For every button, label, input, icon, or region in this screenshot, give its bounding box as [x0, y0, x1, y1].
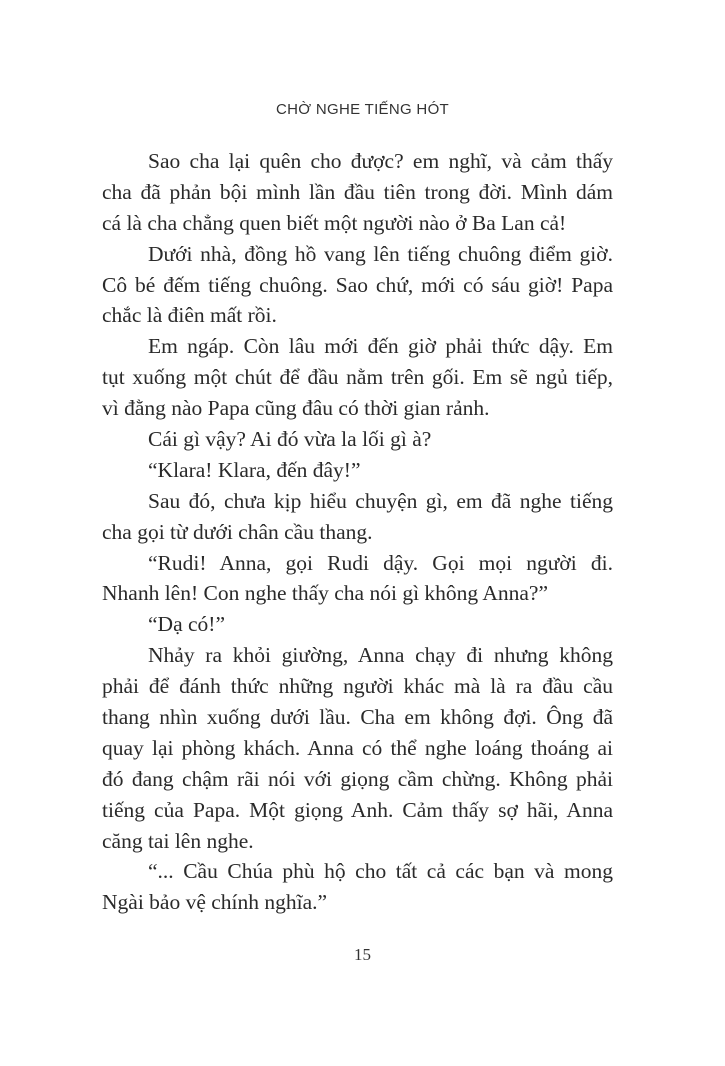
- paragraph: [102, 856, 613, 918]
- body-text: [102, 146, 613, 918]
- text-line: Cô bé đếm tiếng chuông. Sao chứ, mới có sáu giờ! Papa: [102, 272, 613, 297]
- text-line: tụt xuống một chút để đầu nằm trên gối. Em sẽ ngủ tiếp,: [102, 365, 613, 390]
- text-line: “Klara! Klara, đến đây!”: [148, 457, 361, 482]
- paragraph: [102, 486, 613, 548]
- text-line: Sao cha lại quên cho được? em nghĩ, và cảm thấy: [148, 149, 613, 173]
- page-number: 15: [354, 945, 371, 964]
- text-line: tiếng của Papa. Một giọng Anh. Cảm thấy sợ hãi, Anna: [102, 797, 613, 822]
- text-line: vì đằng nào Papa cũng đâu có thời gian rảnh.: [102, 396, 490, 421]
- paragraph: [102, 424, 613, 455]
- paragraph: [102, 640, 613, 856]
- text-line: Em ngáp. Còn lâu mới đến giờ phải thức dậy. Em: [148, 334, 613, 359]
- text-line: “... Cầu Chúa phù hộ cho tất cả các bạn và mong: [148, 859, 613, 884]
- text-line: phải để đánh thức những người khác mà là ra đầu cầu: [102, 674, 613, 699]
- paragraph: [102, 239, 613, 332]
- paragraph: [102, 548, 613, 610]
- paragraph: [102, 609, 613, 640]
- text-line: thang nhìn xuống dưới lầu. Cha em không đợi. Ông đã: [102, 705, 613, 730]
- text-line: chắc là điên mất rồi.: [102, 303, 277, 328]
- paragraph: [102, 146, 613, 239]
- text-line: cá là cha chẳng quen biết một người nào ở Ba Lan cả!: [102, 210, 567, 235]
- text-line: căng tai lên nghe.: [102, 828, 254, 853]
- text-line: cha đã phản bội mình lần đầu tiên trong đời. Mình dám: [102, 179, 613, 204]
- text-line: Nhanh lên! Con nghe thấy cha nói gì không Anna?”: [102, 581, 549, 606]
- text-line: đó đang chậm rãi nói với giọng cầm chừng. Không phải: [102, 766, 613, 791]
- text-line: quay lại phòng khách. Anna có thể nghe loáng thoáng ai: [102, 735, 613, 760]
- text-line: “Rudi! Anna, gọi Rudi dậy. Gọi mọi người đi.: [148, 550, 613, 575]
- running-head: CHỜ NGHE TIẾNG HÓT: [276, 101, 449, 118]
- text-line: Cái gì vậy? Ai đó vừa la lối gì à?: [148, 427, 432, 452]
- paragraph: [102, 331, 613, 424]
- paragraph: [102, 455, 613, 486]
- text-line: Sau đó, chưa kịp hiểu chuyện gì, em đã nghe tiếng: [148, 488, 613, 513]
- text-line: Nhảy ra khỏi giường, Anna chạy đi nhưng không: [148, 643, 613, 668]
- text-line: “Dạ có!”: [148, 612, 225, 637]
- text-line: Dưới nhà, đồng hồ vang lên tiếng chuông điểm giờ.: [148, 241, 613, 266]
- text-line: cha gọi từ dưới chân cầu thang.: [102, 519, 373, 544]
- text-line: Ngài bảo vệ chính nghĩa.”: [102, 890, 328, 915]
